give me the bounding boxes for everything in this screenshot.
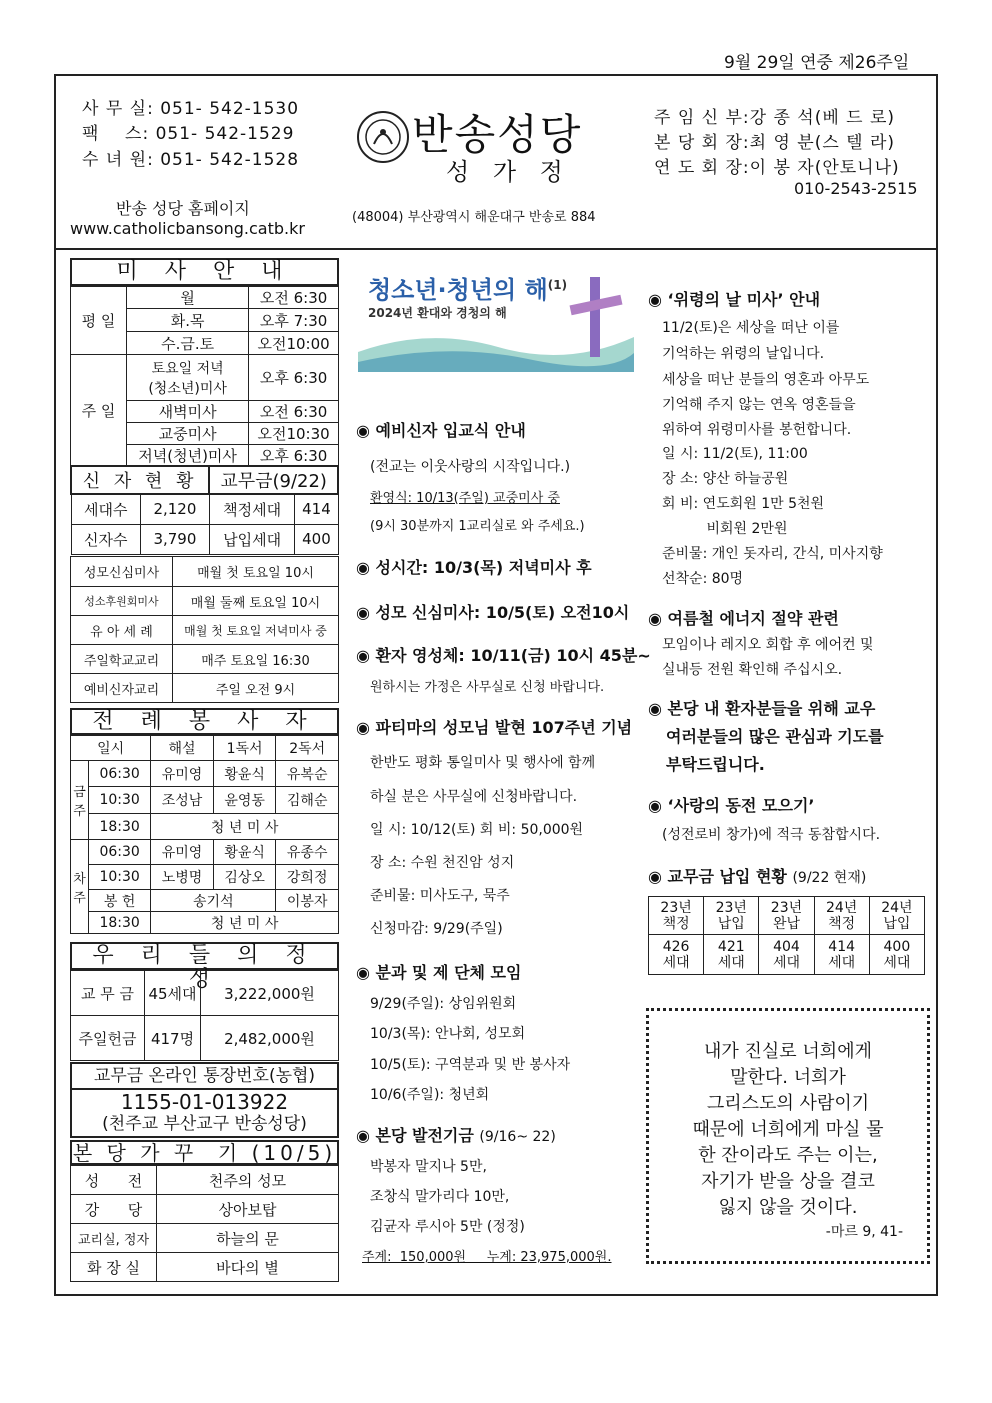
- table-cell: 오전10:00: [249, 332, 339, 355]
- table-cell: 봉 헌: [89, 890, 151, 912]
- page-subtitle: 성 가 정: [446, 158, 571, 186]
- table-cell: 400 세대: [869, 935, 924, 975]
- homepage-label: 반송 성당 홈페이지: [116, 199, 250, 218]
- page-title: 반송성당: [412, 110, 583, 159]
- sick-communion: ◉ 환자 영성체: 10/11(금) 10시 45분~: [356, 646, 651, 665]
- mass-title: 미 사 안 내: [70, 258, 339, 286]
- table-cell: 유 아 세 례: [71, 616, 173, 645]
- table-cell: 황윤식: [213, 840, 276, 865]
- account-box: [70, 1062, 339, 1138]
- banner-title: 청소년·청년의 해: [368, 276, 548, 304]
- table-cell: 2독서: [276, 736, 339, 761]
- text-line: (1): [547, 278, 568, 292]
- fax: 팩 스: 051- 542-1529: [82, 124, 295, 144]
- prayer-line: 부탁드립니다.: [666, 755, 765, 774]
- table-cell: 화.목: [127, 309, 249, 332]
- header-divider: [54, 248, 938, 250]
- offering-table: [70, 970, 339, 1061]
- table-cell: 노병명: [151, 865, 214, 890]
- fatima-line: 준비물: 미사도구, 묵주: [370, 888, 510, 904]
- mass-table: [70, 286, 339, 467]
- groups-title: ◉ 분과 및 제 단체 모임: [356, 963, 522, 982]
- fund-title: [356, 1123, 556, 1146]
- table-cell: 유종수: [276, 840, 339, 865]
- table-cell: 매월 둘째 토요일 10시: [173, 587, 339, 616]
- prayer-president: 연 도 회 장:이 봉 자(안토니나): [654, 158, 900, 178]
- table-cell: 하늘의 문: [157, 1224, 339, 1253]
- table-cell: 윤영동: [213, 787, 276, 814]
- text-line: 일 시: 11/2(토), 11:00: [662, 446, 808, 462]
- table-cell: 토요일 저녁 (청소년)미사: [127, 355, 249, 401]
- table-cell: 24년 책정: [814, 897, 869, 935]
- fund-donor: 김균자 루시아 5만 (정정): [370, 1219, 525, 1235]
- table-cell: 황윤식: [213, 761, 276, 787]
- table-cell: 오후 7:30: [249, 309, 339, 332]
- servers-title: 전 례 봉 사 자: [70, 708, 339, 735]
- table-cell: 교 무 금: [71, 971, 145, 1016]
- fatima-line: 일 시: 10/12(토) 회 비: 50,000원: [370, 822, 584, 838]
- fatima-title: ◉ 파티마의 성모님 발현 107주년 기념: [356, 718, 633, 737]
- group-meeting: 9/29(주일): 상임위원회: [370, 996, 517, 1012]
- text-line: 잃지 않을 것이다.: [718, 1197, 858, 1218]
- text-line: 장 소: 양산 하늘공원: [662, 471, 789, 487]
- table-cell: 매월 첫 토요일 저녁미사 중: [173, 616, 339, 645]
- table-cell: 2,120: [141, 494, 210, 524]
- table-cell: 교중미사: [127, 423, 249, 445]
- table-cell: 400: [295, 524, 338, 554]
- cross-icon: [564, 272, 628, 362]
- text-line: 위하여 위령미사를 봉헌합니다.: [662, 422, 852, 438]
- table-cell: 월: [127, 287, 249, 309]
- table-cell: 2,482,000원: [201, 1016, 339, 1061]
- table-cell: 23년 납입: [704, 897, 759, 935]
- table-cell: 차 주: [71, 840, 89, 934]
- table-cell: 3,222,000원: [201, 971, 339, 1016]
- text-line: 선착순: 80명: [662, 571, 744, 587]
- marian-mass: ◉ 성모 신심미사: 10/5(토) 오전10시: [356, 603, 630, 622]
- all-souls-title: ◉ ‘위령의 날 미사’ 안내: [648, 290, 821, 309]
- table-cell: 천주의 성모: [157, 1166, 339, 1195]
- table-cell: 저녁(청년)미사: [127, 445, 249, 467]
- sunday-label: 주 일: [71, 355, 127, 467]
- table-cell: 414: [295, 494, 338, 524]
- text-line: ◉ 본당 발전기금: [356, 1126, 474, 1145]
- fatima-line: 한반도 평화 통일미사 및 행사에 함께: [370, 755, 596, 771]
- table-cell: 오전10:30: [249, 423, 339, 445]
- fund-total: 주계: 150,000원 누계: 23,975,000원.: [362, 1250, 612, 1265]
- text-line: 기억하는 위령의 날입니다.: [662, 346, 825, 362]
- table-cell: 06:30: [89, 761, 151, 787]
- table-cell: 18:30: [89, 912, 151, 934]
- decor-table: [70, 1165, 339, 1282]
- table-cell: 수.금.토: [127, 332, 249, 355]
- youth-year-banner: [358, 262, 634, 372]
- coin-line: (성전로비 창가)에 적극 동참합시다.: [662, 827, 881, 843]
- table-cell: 404 세대: [759, 935, 814, 975]
- text-line: 그리스도의 사람이기: [706, 1093, 870, 1114]
- table-cell: 421 세대: [704, 935, 759, 975]
- text-line: 자기가 받을 상을 결코: [701, 1171, 875, 1192]
- energy-line: 모임이나 레지오 회합 후 에어컨 및: [662, 637, 874, 653]
- catechumen-title: ◉ 예비신자 입교식 안내: [356, 421, 526, 440]
- text-line: 세상을 떠난 분들의 영혼과 아무도: [662, 372, 870, 388]
- banner-subtitle: 2024년 환대와 경청의 해: [368, 306, 507, 320]
- table-cell: 매월 첫 토요일 10시: [173, 557, 339, 587]
- table-cell: 상아보탑: [157, 1195, 339, 1224]
- table-cell: 오후 6:30: [249, 445, 339, 467]
- group-meeting: 10/5(토): 구역분과 및 반 봉사자: [370, 1057, 571, 1073]
- table-cell: 10:30: [89, 787, 151, 814]
- table-cell: 주일학교교리: [71, 645, 173, 674]
- members-table: [70, 465, 339, 555]
- table-cell: 바다의 별: [157, 1253, 339, 1282]
- table-cell: 새벽미사: [127, 401, 249, 423]
- table-cell: 이봉자: [276, 890, 339, 912]
- table-cell: 해설: [151, 736, 214, 761]
- table-cell: 1독서: [213, 736, 276, 761]
- table-cell: 교리실, 정자: [71, 1224, 157, 1253]
- table-cell: 강 당: [71, 1195, 157, 1224]
- fatima-line: 신청마감: 9/29(주일): [370, 921, 503, 937]
- catechumen-line: (전교는 이웃사랑의 시작입니다.): [370, 459, 571, 475]
- prayer-line: 여러분들의 많은 관심과 기도를: [666, 727, 884, 746]
- council-president: 본 당 회 장:최 영 분(스 텔 라): [654, 133, 896, 153]
- text-line: 회 비: 연도회원 1만 5천원: [662, 496, 825, 512]
- schedule-table: [70, 556, 339, 703]
- sick-communion-note: 원하시는 가정은 사무실로 신청 바랍니다.: [370, 680, 605, 695]
- table-cell: 일시: [71, 736, 151, 761]
- date-line: 9월 29일 연중 제26주일: [724, 53, 910, 73]
- table-cell: 417명: [145, 1016, 201, 1061]
- parish-logo-icon: [356, 110, 410, 164]
- table-cell: 금 주: [71, 761, 89, 840]
- table-cell: 성모신심미사: [71, 557, 173, 587]
- fund-donor: 조창식 말가리다 10만,: [370, 1189, 510, 1205]
- table-cell: 유복순: [276, 761, 339, 787]
- table-cell: 18:30: [89, 814, 151, 840]
- table-cell: 10:30: [89, 865, 151, 890]
- convent-phone: 수 녀 원: 051- 542-1528: [82, 150, 300, 170]
- decor-title: 본 당 가 꾸 기 (10/5): [70, 1140, 339, 1165]
- table-cell: 24년 납입: [869, 897, 924, 935]
- fund-donor: 박봉자 말지나 5만,: [370, 1159, 487, 1175]
- text-line: (9/22 현재): [792, 870, 867, 886]
- table-cell: 오후 6:30: [249, 355, 339, 401]
- table-cell: 매주 토요일 16:30: [173, 645, 339, 674]
- text-line: (9/16~ 22): [479, 1129, 556, 1145]
- table-cell: 청 년 미 사: [151, 912, 339, 934]
- table-cell: 06:30: [89, 840, 151, 865]
- text-line: 11/2(토)은 세상을 떠난 이를: [662, 320, 840, 336]
- dues-table: [648, 896, 925, 975]
- table-cell: 화 장 실: [71, 1253, 157, 1282]
- table-cell: 책정세대: [209, 494, 295, 524]
- table-cell: 23년 책정: [649, 897, 704, 935]
- table-cell: 주일 오전 9시: [173, 674, 339, 703]
- table-cell: 주일헌금: [71, 1016, 145, 1061]
- text-line: ◉ 교무금 납입 현황: [648, 867, 787, 886]
- table-cell: 성 전: [71, 1166, 157, 1195]
- text-line: 준비물: 개인 돗자리, 간식, 미사지향: [662, 546, 883, 562]
- energy-title: ◉ 여름철 에너지 절약 관련: [648, 609, 839, 628]
- table-cell: 426 세대: [649, 935, 704, 975]
- table-cell: 예비신자교리: [71, 674, 173, 703]
- office-phone: 사 무 실: 051- 542-1530: [82, 99, 300, 119]
- table-cell: 김상오: [213, 865, 276, 890]
- table-cell: 유미영: [151, 840, 214, 865]
- text-line: 때문에 너희에게 마실 물: [692, 1119, 884, 1140]
- energy-line: 실내등 전원 확인해 주십시오.: [662, 662, 843, 678]
- catechumen-line: (9시 30분까지 1교리실로 와 주세요.): [370, 519, 585, 534]
- table-cell: 신자수: [71, 524, 141, 554]
- table-cell: 신 자 현 황: [71, 466, 209, 494]
- pastor: 주 임 신 부:강 종 석(베 드 로): [654, 108, 896, 128]
- holy-hour: ◉ 성시간: 10/3(목) 저녁미사 후: [356, 558, 592, 577]
- table-cell: 조성남: [151, 787, 214, 814]
- table-cell: 유미영: [151, 761, 214, 787]
- fatima-line: 장 소: 수원 천진암 성지: [370, 855, 515, 871]
- group-meeting: 10/3(목): 안나회, 성모회: [370, 1026, 526, 1042]
- coin-title: ◉ ‘사랑의 동전 모으기’: [648, 796, 815, 815]
- servers-table: [70, 735, 339, 934]
- prayer-line: ◉ 본당 내 환자분들을 위해 교우: [648, 699, 876, 718]
- table-cell: 청 년 미 사: [151, 814, 339, 840]
- address: (48004) 부산광역시 해운대구 반송로 884: [352, 210, 596, 225]
- scripture-quote: [649, 1039, 927, 1221]
- text-line: 내가 진실로 너희에게: [704, 1041, 872, 1062]
- catechumen-line: 환영식: 10/13(주일) 교중미사 중: [370, 491, 560, 506]
- scripture-quote-box: [646, 1008, 930, 1264]
- staff-phone: 010-2543-2515: [794, 179, 918, 198]
- table-cell: 3,790: [141, 524, 210, 554]
- text-line: 비회원 2만원: [662, 521, 788, 537]
- table-cell: 414 세대: [814, 935, 869, 975]
- homepage-url[interactable]: www.catholicbansong.catb.kr: [70, 219, 305, 238]
- table-cell: 23년 완납: [759, 897, 814, 935]
- text-line: 기억해 주지 않는 연옥 영혼들을: [662, 397, 856, 413]
- table-cell: 오전 6:30: [249, 401, 339, 423]
- group-meeting: 10/6(주일): 청년회: [370, 1087, 490, 1103]
- text-line: 말한다. 너희가: [730, 1067, 846, 1088]
- weekday-label: 평 일: [71, 287, 127, 355]
- table-cell: 오전 6:30: [249, 287, 339, 309]
- table-cell: 교무금(9/22): [209, 466, 338, 494]
- table-cell: 성소후원회미사: [71, 587, 173, 616]
- table-cell: 강희정: [276, 865, 339, 890]
- account-title: 교무금 온라인 통장번호(농협): [72, 1064, 337, 1090]
- table-cell: 45세대: [145, 971, 201, 1016]
- table-cell: 납입세대: [209, 524, 295, 554]
- offering-title: 우 리 들 의 정 성: [70, 942, 339, 970]
- scripture-reference: -마르 9, 41-: [825, 1224, 903, 1240]
- account-holder: (천주교 부산교구 반송성당): [102, 1114, 307, 1134]
- fatima-line: 하실 분은 사무실에 신청바랍니다.: [370, 789, 578, 805]
- table-cell: 김해순: [276, 787, 339, 814]
- account-number: 1155-01-013922: [120, 1090, 289, 1114]
- text-line: 한 잔이라도 주는 이는,: [698, 1145, 878, 1166]
- dues-title: [648, 864, 866, 887]
- table-cell: 송기석: [151, 890, 276, 912]
- table-cell: 세대수: [71, 494, 141, 524]
